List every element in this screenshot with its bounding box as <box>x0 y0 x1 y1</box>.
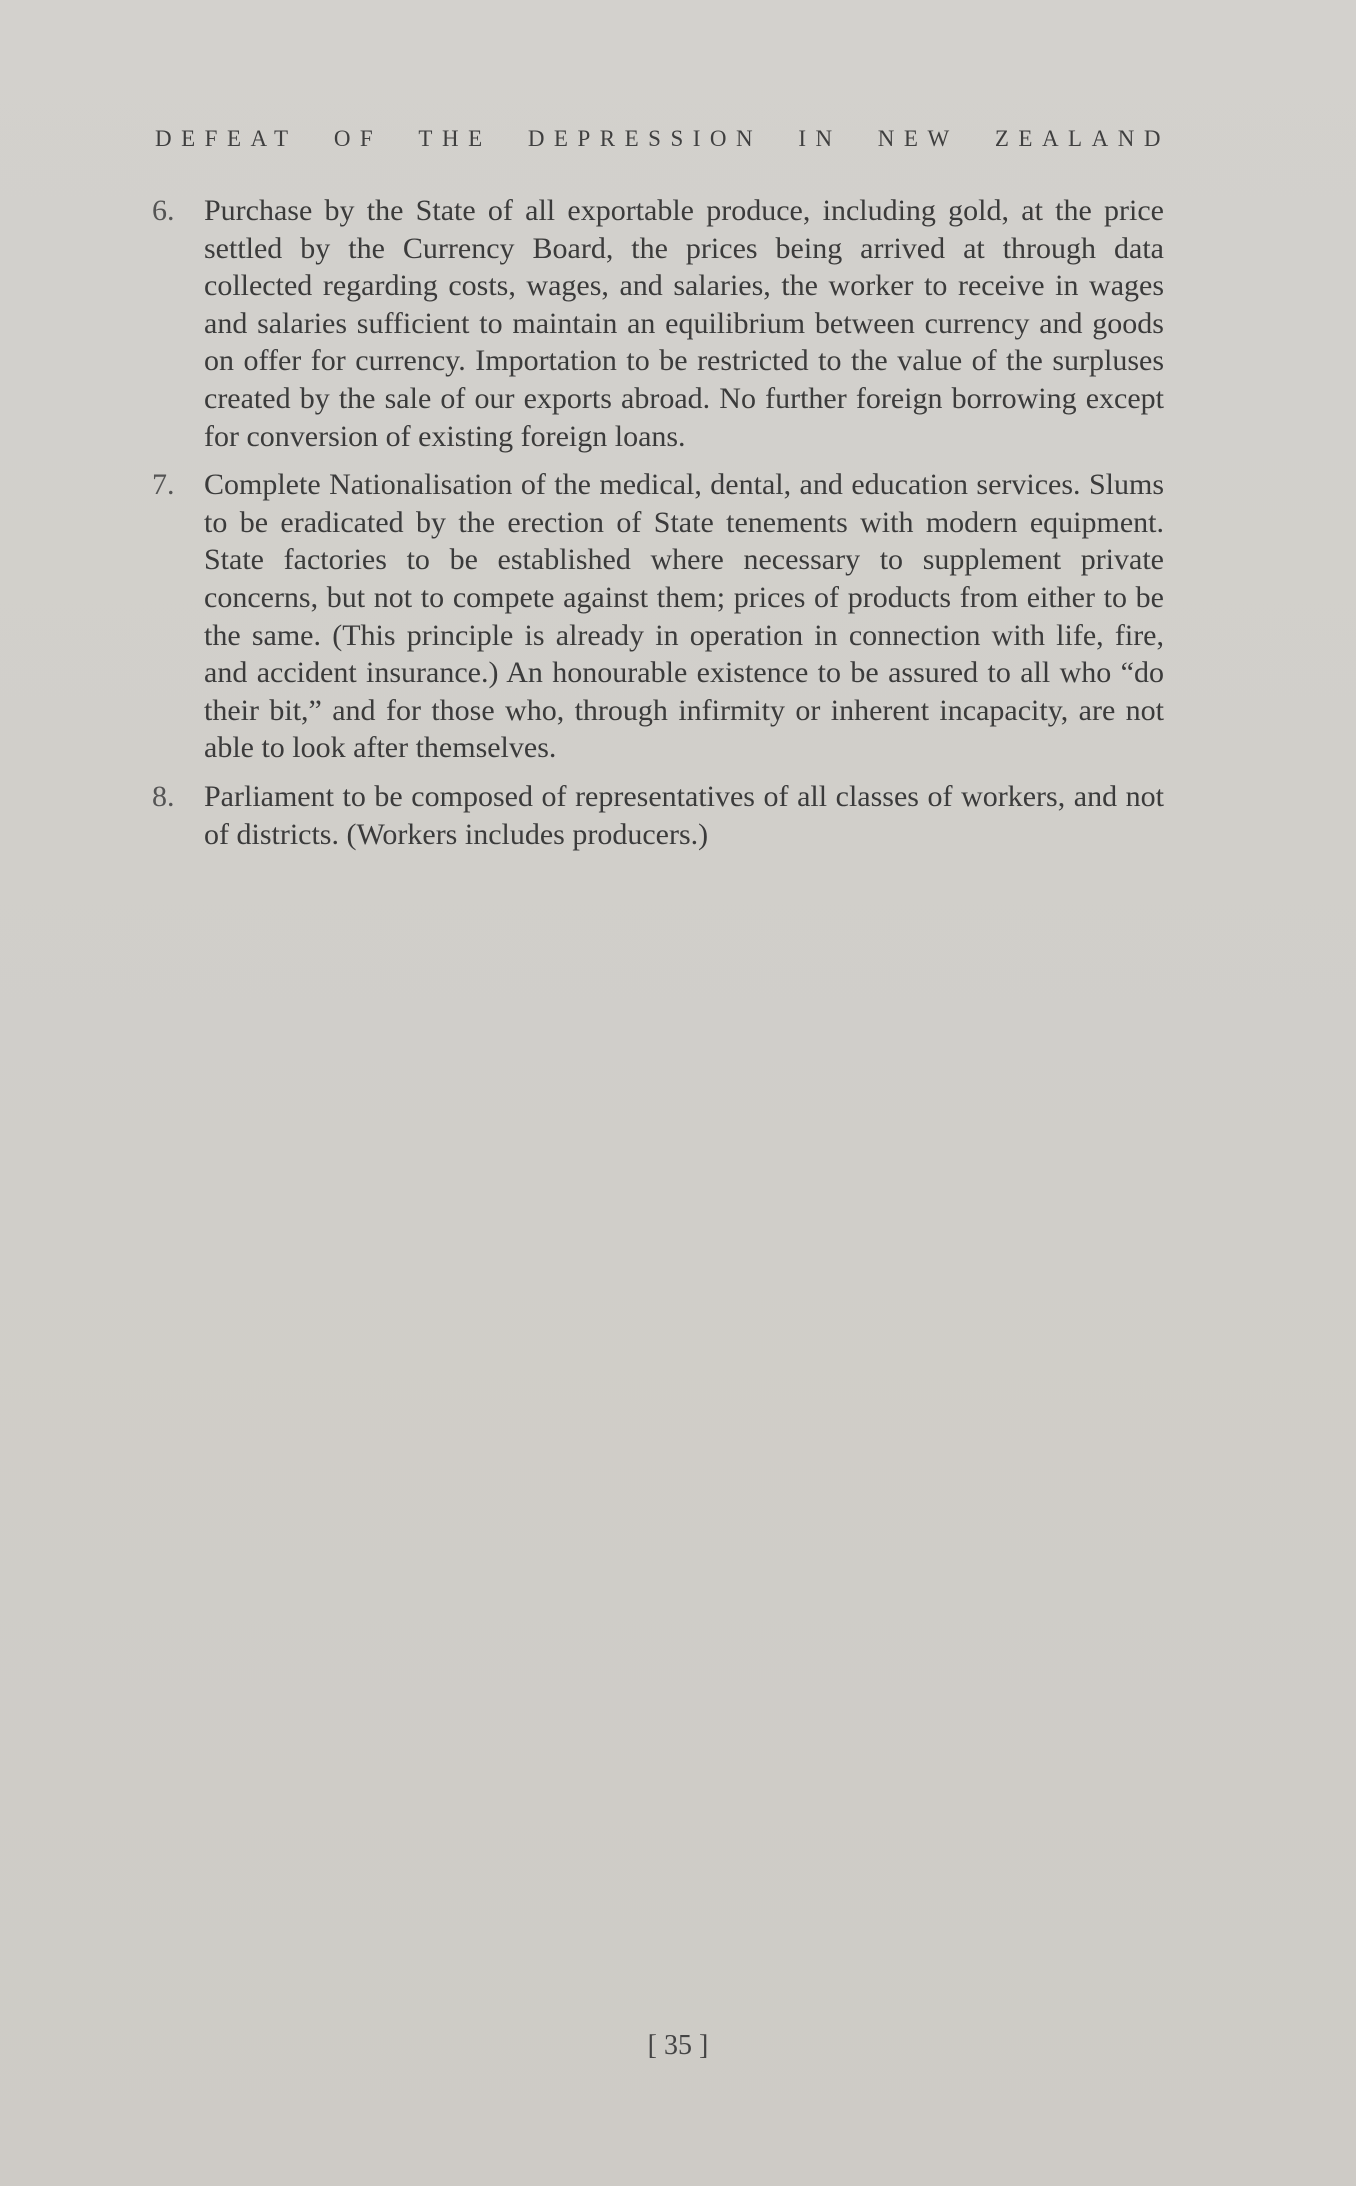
running-head-word: ZEALAND <box>994 126 1170 151</box>
running-head <box>155 126 1170 152</box>
running-head-word: IN <box>798 126 842 151</box>
running-head-word: THE <box>418 126 492 151</box>
item-number: 6. <box>152 194 175 227</box>
numbered-list <box>146 192 1164 864</box>
running-head-word: DEPRESSION <box>527 126 763 151</box>
running-head-word: NEW <box>877 126 959 151</box>
list-item <box>146 466 1164 767</box>
item-text: Complete Nationalisation of the medical, dental, and education services. Slums to be eradicated by the erection of State tenements with modern equipment. State factories to be established where necessary to supplement private concerns, but not to compete against them; prices of products from either to be the same. (This principle is already in operation in connection with life, fire, and accident insurance.) An honourable existence to be assured to all who “do their bit,” and for those who, through infirmity or inherent incapacity, are not able to look after themselves. <box>204 468 1164 765</box>
item-text: Purchase by the State of all exportable produce, including gold, at the price settled by the Currency Board, the prices being arrived at through data collected regarding costs, wages, and salaries, the worker to receive in wages and salaries sufficient to maintain an equilibrium between currency and goods on offer for currency. Importation to be restricted to the value of the surpluses created by the sale of our exports abroad. No further foreign borrowing except for conversion of existing foreign loans. <box>204 194 1164 453</box>
item-number: 7. <box>152 468 175 502</box>
list-item <box>146 192 1164 455</box>
item-number: 8. <box>152 779 175 813</box>
list-item <box>146 778 1164 853</box>
item-text: Parliament to be composed of representatives of all classes of workers, and not of districts. (Workers includes producers.) <box>204 779 1164 851</box>
running-head-word: OF <box>333 126 383 151</box>
running-head-word: DEFEAT <box>155 126 298 151</box>
page-number: [ 35 ] <box>647 2030 709 2061</box>
